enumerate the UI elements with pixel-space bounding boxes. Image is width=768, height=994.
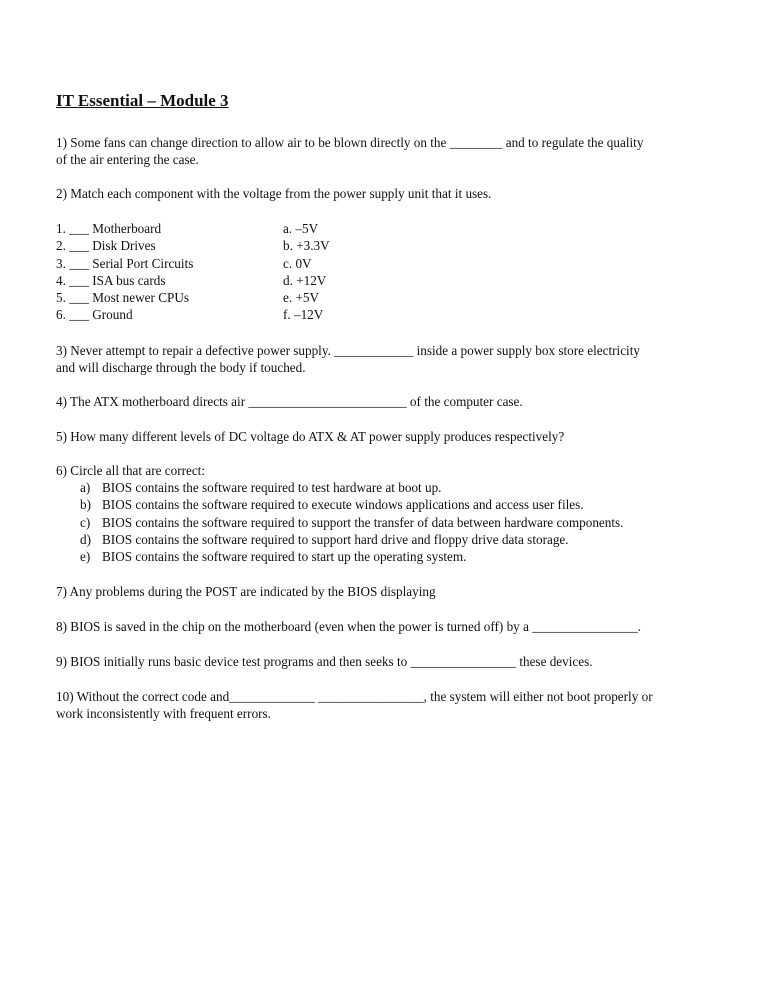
question-7 — [56, 583, 736, 600]
question-8 — [56, 618, 736, 635]
option-row — [56, 531, 736, 548]
option-letter: a) — [80, 480, 91, 495]
option-text: BIOS contains the software required to start up the operating system. — [102, 549, 467, 565]
voltage-label: d. +12V — [283, 272, 327, 288]
component-label: 3. ___ Serial Port Circuits — [56, 255, 194, 271]
question-2-prompt: 2) Match each component with the voltage from the power supply unit that it uses. — [56, 186, 492, 201]
matching-row — [56, 237, 736, 254]
question-3-line-2: and will discharge through the body if touched. — [56, 360, 306, 375]
question-4 — [56, 393, 736, 410]
option-text: BIOS contains the software required to support the transfer of data between hardware components. — [102, 514, 624, 530]
matching-row — [56, 255, 736, 272]
question-1 — [56, 134, 736, 168]
matching-row — [56, 220, 736, 237]
question-1-line-1: 1) Some fans can change direction to allow air to be blown directly on the ________ and to regulate the quality — [56, 135, 644, 150]
component-label: 4. ___ ISA bus cards — [56, 272, 166, 288]
option-row — [56, 479, 736, 496]
question-5 — [56, 428, 736, 445]
question-8-text: 8) BIOS is saved in the chip on the motherboard (even when the power is turned off) by a ________________. — [56, 619, 642, 634]
voltage-label: a. –5V — [283, 221, 319, 236]
matching-row — [56, 306, 736, 323]
question-6 — [56, 462, 736, 565]
option-text: BIOS contains the software required to support hard drive and floppy drive data storage. — [102, 531, 569, 547]
matching-table — [56, 220, 736, 324]
component-label: 6. ___ Ground — [56, 307, 133, 323]
question-4-text: 4) The ATX motherboard directs air ________________________ of the computer case. — [56, 394, 523, 409]
question-3-line-1: 3) Never attempt to repair a defective power supply. ____________ inside a power supply box store electricity — [56, 343, 640, 358]
question-7-text: 7) Any problems during the POST are indicated by the BIOS displaying — [56, 584, 436, 599]
question-9-text: 9) BIOS initially runs basic device test programs and then seeks to ________________ these devices. — [56, 654, 593, 669]
option-letter: b) — [80, 497, 91, 513]
voltage-label: b. +3.3V — [283, 238, 330, 254]
question-10-line-1: 10) Without the correct code and_____________ ________________, the system will either not boot properly or — [56, 689, 653, 704]
voltage-label: e. +5V — [283, 290, 320, 306]
question-2 — [56, 185, 736, 202]
component-label: 5. ___ Most newer CPUs — [56, 290, 189, 306]
component-label: 1. ___ Motherboard — [56, 221, 162, 236]
question-10 — [56, 688, 736, 722]
question-3 — [56, 342, 736, 376]
option-letter: c) — [80, 514, 91, 530]
component-label: 2. ___ Disk Drives — [56, 238, 156, 254]
option-row — [56, 548, 736, 565]
matching-row — [56, 272, 736, 289]
page-title: IT Essential – Module 3 — [56, 91, 229, 110]
question-5-text: 5) How many different levels of DC voltage do ATX & AT power supply produces respectively? — [56, 429, 565, 444]
question-6-prompt: 6) Circle all that are correct: — [56, 463, 206, 478]
option-row — [56, 496, 736, 513]
option-letter: e) — [80, 549, 91, 565]
matching-row — [56, 289, 736, 306]
question-1-line-2: of the air entering the case. — [56, 152, 199, 167]
question-10-line-2: work inconsistently with frequent errors. — [56, 706, 271, 721]
question-9 — [56, 653, 736, 670]
option-text: BIOS contains the software required to test hardware at boot up. — [102, 480, 442, 495]
option-row — [56, 514, 736, 531]
voltage-label: c. 0V — [283, 255, 312, 271]
option-text: BIOS contains the software required to execute windows applications and access user files. — [102, 497, 584, 513]
option-letter: d) — [80, 531, 91, 547]
voltage-label: f. –12V — [283, 307, 324, 323]
